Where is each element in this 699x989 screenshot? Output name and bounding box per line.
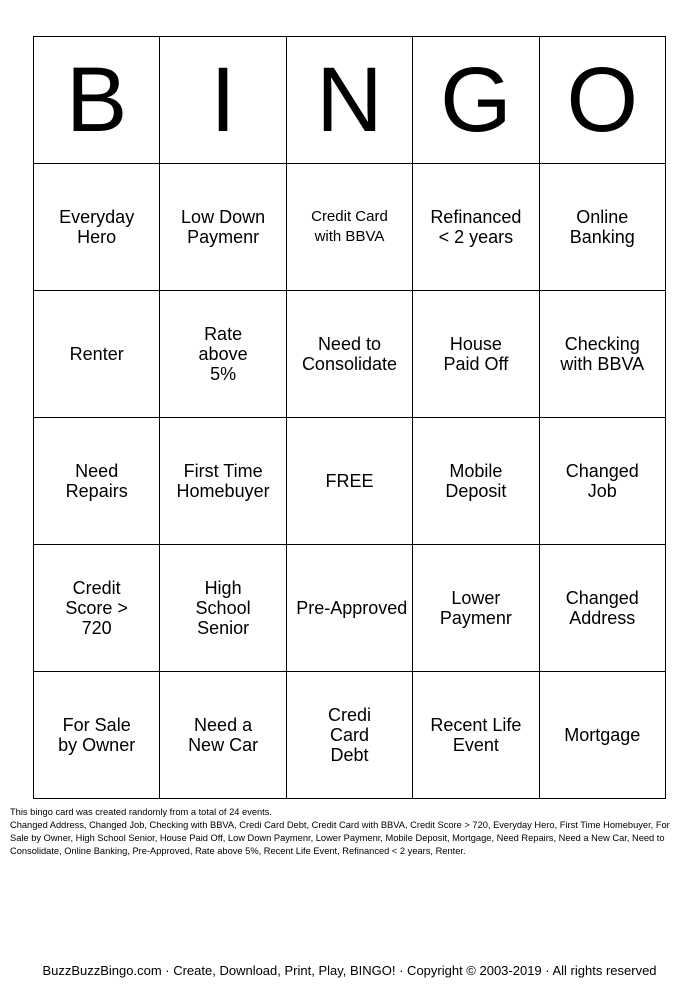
bingo-cell <box>286 291 412 418</box>
bingo-cell <box>539 672 665 799</box>
cell-label: Online Banking <box>569 207 635 247</box>
cell-label: Refinanced < 2 years <box>430 207 522 247</box>
bingo-cell <box>539 291 665 418</box>
cell-label: Lower Paymenr <box>439 588 512 628</box>
bingo-header-row <box>34 37 666 164</box>
cell-label: Need to Consolidate <box>301 334 397 374</box>
cell-label: Changed Job <box>565 461 639 501</box>
free-space <box>286 418 412 545</box>
header-letter-i: I <box>160 37 286 164</box>
cell-label: Credi Card Debt <box>327 705 371 765</box>
bingo-cell <box>34 545 160 672</box>
bingo-cell <box>539 164 665 291</box>
bingo-cell <box>34 672 160 799</box>
bingo-cell <box>160 672 286 799</box>
cell-label: Everyday Hero <box>59 207 135 247</box>
bingo-cell <box>34 164 160 291</box>
bingo-cell <box>539 545 665 672</box>
free-space-label: FREE <box>325 471 374 491</box>
bingo-cell <box>160 164 286 291</box>
cell-label: Need a New Car <box>188 715 259 755</box>
cell-label: High School Senior <box>195 578 251 638</box>
site-footer: BuzzBuzzBingo.com · Create, Download, Print, Play, BINGO! · Copyright © 2003-2019 · All rights reserved <box>42 963 657 978</box>
cell-label: First Time Homebuyer <box>176 461 270 501</box>
card-info-summary: This bingo card was created randomly from a total of 24 events. <box>10 807 272 817</box>
bingo-cell <box>413 418 539 545</box>
cell-label: Mortgage <box>564 725 641 745</box>
bingo-cell <box>413 164 539 291</box>
bingo-row <box>34 164 666 291</box>
bingo-cell <box>539 418 665 545</box>
cell-label: Changed Address <box>565 588 639 628</box>
header-letter-n: N <box>286 37 412 164</box>
cell-label: Credit Score > 720 <box>65 578 128 638</box>
header-letter-g: G <box>413 37 539 164</box>
bingo-cell <box>34 418 160 545</box>
cell-label: Checking with BBVA <box>560 334 645 374</box>
bingo-cell <box>286 164 412 291</box>
cell-label: Mobile Deposit <box>445 461 507 501</box>
card-info-event-list: Changed Address, Changed Job, Checking with BBVA, Credi Card Debt, Credit Card with BBVA, Credit Score > 720, Everyday Hero, First Time Homebuyer, For Sale by Owner, High School Senior, House Paid Off, Low Down Paymenr, Lower Paymenr, Mobile Deposit, Mortgage, Need Repairs, Need a New Car, Need to Consolidate, Online Banking, Pre-Approved, Rate above 5%, Recent Life Event, Refinanced < 2 years, Renter. <box>10 820 670 856</box>
header-letter-o: O <box>539 37 665 164</box>
bingo-cell <box>160 418 286 545</box>
cell-label: Need Repairs <box>65 461 128 501</box>
bingo-cell <box>413 672 539 799</box>
cell-label: Recent Life Event <box>430 715 522 755</box>
cell-label: Rate above 5% <box>198 324 248 384</box>
header-letter-b: B <box>34 37 160 164</box>
card-info <box>10 806 688 858</box>
bingo-cell <box>413 291 539 418</box>
bingo-row <box>34 418 666 545</box>
bingo-row <box>34 672 666 799</box>
bingo-row <box>34 291 666 418</box>
bingo-cell <box>286 672 412 799</box>
cell-label: Low Down Paymenr <box>181 207 266 247</box>
bingo-cell <box>34 291 160 418</box>
bingo-row <box>34 545 666 672</box>
bingo-cell <box>160 545 286 672</box>
cell-label: For Sale by Owner <box>58 715 136 755</box>
cell-label: House Paid Off <box>443 334 509 374</box>
cell-label: Pre-Approved <box>296 598 408 618</box>
bingo-card <box>33 36 666 799</box>
bingo-cell <box>286 545 412 672</box>
bingo-cell <box>413 545 539 672</box>
bingo-cell <box>160 291 286 418</box>
cell-label: Credit Card with BBVA <box>311 208 388 245</box>
cell-label: Renter <box>69 344 124 364</box>
